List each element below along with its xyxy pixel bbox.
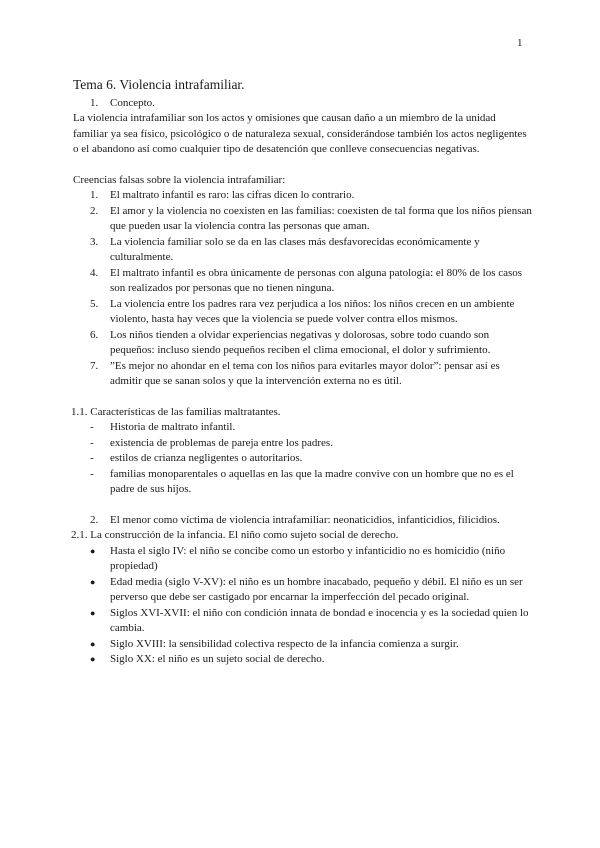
list-item	[73, 575, 533, 606]
list-marker: 2.	[90, 204, 99, 217]
section-heading-text: Concepto.	[110, 96, 155, 109]
list-item-text: La violencia familiar solo se da en las clases más desfavorecidas económicamente y culturalmente.	[110, 235, 480, 263]
list-item-text: estilos de crianza negligentes o autoritarios.	[110, 452, 303, 464]
list-item	[73, 451, 533, 467]
list-item	[73, 467, 533, 498]
section-heading-text: El menor como víctima de violencia intrafamiliar: neonaticidios, infanticidios, filicidios.	[110, 513, 500, 526]
list-item	[73, 204, 533, 235]
list-marker: 6.	[90, 328, 99, 341]
list-marker: 3.	[90, 235, 99, 248]
list-item-text: familias monoparentales o aquellas en las que la madre convive con un hombre que no es el padre de sus hijos.	[110, 467, 514, 495]
dash-marker: -	[90, 421, 94, 433]
list-item-text: El maltrato infantil es raro: las cifras dicen lo contrario.	[110, 189, 355, 201]
list-item-text: Siglo XX: el niño es un sujeto social de derecho.	[110, 653, 325, 665]
list-item-text: Siglo XVIII: la sensibilidad colectiva respecto de la infancia comienza a surgir.	[110, 637, 459, 650]
list-item-text: Edad media (siglo V-XV): el niño es un hombre inacabado, pequeño y débil. El niño es un ser perverso que debe ser castigado por encarnar la imperfección del pecado original.	[110, 575, 523, 603]
list-item	[73, 235, 533, 266]
list-item	[73, 359, 533, 390]
list-marker: 7.	[90, 359, 99, 372]
list-item-text: El amor y la violencia no coexisten en las familias: coexisten de tal forma que los niños piensan que pueden usar la violencia contra las personas que aman.	[110, 204, 532, 232]
list-item-text: Historia de maltrato infantil.	[110, 421, 236, 433]
list-marker: 1.	[90, 96, 99, 109]
list-item	[73, 637, 533, 653]
list-item	[73, 420, 533, 436]
list-item-text: El maltrato infantil es obra únicamente de personas con alguna patología: el 80% de los casos son realizados por personas que no tienen ninguna.	[110, 266, 523, 294]
list-item	[73, 328, 533, 359]
list-item	[73, 297, 533, 328]
list-marker: 5.	[90, 297, 99, 310]
bullet-marker: ●	[90, 638, 96, 649]
list-marker: 2.	[90, 513, 99, 526]
family-characteristics-list	[73, 420, 533, 498]
list-item-text: existencia de problemas de pareja entre los padres.	[110, 436, 333, 449]
dash-marker: -	[90, 436, 94, 449]
list-item-text: La violencia entre los padres rara vez perjudica a los niños: los niños crecen en un ambiente violento, hasta hay veces que la violencia se puede volver contra ellos mismos.	[110, 297, 515, 325]
document-body	[73, 77, 533, 668]
page-number: 1	[517, 37, 523, 49]
list-item	[73, 436, 533, 452]
concept-paragraph: La violencia intrafamiliar son los actos y omisiones que causan daño a un miembro de la unidad familiar ya sea físico, psicológico o de naturaleza sexual, considerándose también los actos negligentes o el abandono así como cualquier tipo de desatención que conlleve consecuencias negativas.	[73, 112, 527, 155]
bullet-marker: ●	[90, 607, 96, 618]
section-1-heading	[73, 96, 533, 112]
dash-marker: -	[90, 467, 94, 480]
list-item	[73, 544, 533, 575]
page-title: Tema 6. Violencia intrafamiliar.	[73, 77, 245, 92]
list-marker: 1.	[90, 189, 99, 201]
beliefs-heading: Creencias falsas sobre la violencia intrafamiliar:	[73, 173, 286, 186]
bullet-marker: ●	[90, 654, 96, 664]
section-2-1-heading: 2.1. La construcción de la infancia. El niño como sujeto social de derecho.	[71, 529, 399, 541]
childhood-history-list	[73, 544, 533, 668]
beliefs-list	[73, 188, 533, 390]
bullet-marker: ●	[90, 576, 96, 587]
list-item	[73, 266, 533, 297]
list-item-text: Hasta el siglo IV: el niño se concibe como un estorbo y infanticidio no es homicidio (niño propiedad)	[110, 544, 506, 572]
dash-marker: -	[90, 452, 94, 464]
list-item	[73, 188, 533, 204]
list-item	[73, 652, 533, 668]
list-item-text: ”Es mejor no ahondar en el tema con los niños para evitarles mayor dolor”: pensar así es admitir que se sanan solos y que la intervención externa no es útil.	[110, 359, 500, 387]
bullet-marker: ●	[90, 545, 96, 556]
list-marker: 4.	[90, 266, 99, 279]
list-item	[73, 606, 533, 637]
list-item-text: Los niños tienden a olvidar experiencias negativas y dolorosas, sobre todo cuando son pequeños: incluso siendo pequeños reciben el clima emocional, el dolor y sufrimiento.	[110, 328, 491, 356]
section-2-heading	[73, 513, 533, 529]
list-item-text: Siglos XVI-XVII: el niño con condición innata de bondad e inocencia y es la sociedad quien lo cambia.	[110, 606, 529, 634]
section-1-1-heading: 1.1. Características de las familias maltratantes.	[71, 405, 281, 418]
